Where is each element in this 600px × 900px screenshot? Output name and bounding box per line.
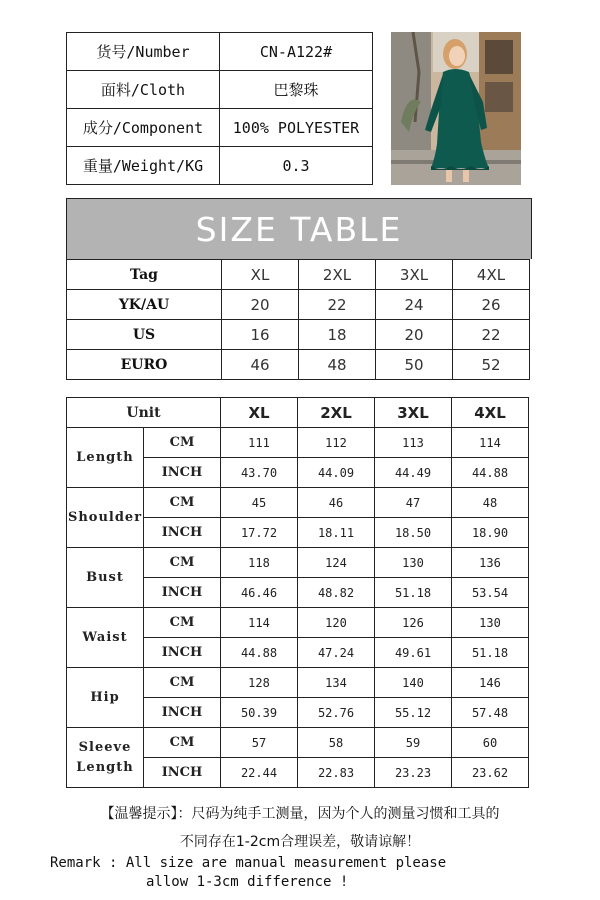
model-wearing-dress-image [391,32,521,185]
measurement-cell-cm: 48 [452,488,529,518]
product-info-table [66,32,373,185]
measurement-cell-cm: 130 [375,548,452,578]
measurement-cell-inch: 23.23 [375,758,452,788]
measurement-cell-inch: 44.09 [298,458,375,488]
measurement-cell-inch: 50.39 [221,698,298,728]
measurement-cell-inch: 49.61 [375,638,452,668]
unit-inch-label: INCH [144,518,221,548]
size-cell: 4XL [453,260,530,290]
measurement-cell-inch: 17.72 [221,518,298,548]
note-english-line-2: allow 1-3cm difference ! [146,874,349,890]
unit-inch-label: INCH [144,458,221,488]
measurement-cell-cm: 46 [298,488,375,518]
size-row-label: Tag [67,260,222,290]
measurement-cell-cm: 124 [298,548,375,578]
size-cell: 16 [222,320,299,350]
measurement-cell-cm: 111 [221,428,298,458]
measurement-cell-inch: 46.46 [221,578,298,608]
measurement-cell-inch: 18.11 [298,518,375,548]
info-row-weight [67,147,373,185]
size-cell: 3XL [376,260,453,290]
unit-cm-label: CM [144,668,221,698]
product-photo [391,32,521,185]
size-row-label: US [67,320,222,350]
measurement-cell-cm: 114 [221,608,298,638]
size-row-label: EURO [67,350,222,380]
size-table [66,259,530,380]
unit-inch-label: INCH [144,638,221,668]
cloth-label: 面料/Cloth [67,71,220,109]
measurement-cell-inch: 44.88 [221,638,298,668]
size-cell: 20 [376,320,453,350]
size-cell: 20 [222,290,299,320]
number-label: 货号/Number [67,33,220,71]
info-row-cloth [67,71,373,109]
size-cell: XL [222,260,299,290]
measurement-cell-inch: 48.82 [298,578,375,608]
measurement-cell-cm: 58 [298,728,375,758]
measurement-cell-cm: 57 [221,728,298,758]
unit-inch-label: INCH [144,698,221,728]
measurement-header-row [67,398,529,428]
measurement-cell-inch: 23.62 [452,758,529,788]
size-row-label: YK/AU [67,290,222,320]
measurement-body [67,428,529,788]
measurement-cell-cm: 45 [221,488,298,518]
measurement-cell-cm: 134 [298,668,375,698]
measurement-row-cm [67,548,529,578]
body-part-label: Waist [67,608,144,668]
measurement-cell-inch: 53.54 [452,578,529,608]
measurement-cell-cm: 146 [452,668,529,698]
measurement-cell-cm: 140 [375,668,452,698]
measurement-cell-inch: 22.83 [298,758,375,788]
measurement-cell-cm: 126 [375,608,452,638]
size-row-yk-au [67,290,530,320]
measurement-cell-cm: 120 [298,608,375,638]
measurement-cell-inch: 57.48 [452,698,529,728]
weight-value: 0.3 [220,147,373,185]
measurement-cell-inch: 18.90 [452,518,529,548]
size-cell: 2XL [299,260,376,290]
size-cell: 22 [299,290,376,320]
measurement-cell-cm: 130 [452,608,529,638]
measurement-cell-cm: 113 [375,428,452,458]
measurement-row-cm [67,608,529,638]
size-header: XL [221,398,298,428]
size-cell: 18 [299,320,376,350]
size-row-tag [67,260,530,290]
info-row-number [67,33,373,71]
measurement-row-cm [67,668,529,698]
component-value: 100% POLYESTER [220,109,373,147]
number-value: CN-A122# [220,33,373,71]
note-chinese-line-1: 【温馨提示】：尺码为纯手工测量，因为个人的测量习惯和工具的 [100,806,500,822]
size-header: 3XL [375,398,452,428]
unit-inch-label: INCH [144,578,221,608]
measurement-row-cm [67,428,529,458]
size-cell: 22 [453,320,530,350]
info-row-component [67,109,373,147]
body-part-label: Bust [67,548,144,608]
measurement-cell-inch: 18.50 [375,518,452,548]
measurement-cell-cm: 112 [298,428,375,458]
size-cell: 52 [453,350,530,380]
measurement-cell-inch: 22.44 [221,758,298,788]
unit-cm-label: CM [144,608,221,638]
size-header: 4XL [452,398,529,428]
body-part-label: Hip [67,668,144,728]
measurement-cell-inch: 44.49 [375,458,452,488]
component-label: 成分/Component [67,109,220,147]
unit-cm-label: CM [144,428,221,458]
measurement-cell-cm: 128 [221,668,298,698]
unit-cm-label: CM [144,728,221,758]
size-row-us [67,320,530,350]
measurement-row-cm [67,728,529,758]
unit-cm-label: CM [144,548,221,578]
body-part-label: Length [67,428,144,488]
measurement-cell-cm: 47 [375,488,452,518]
unit-inch-label: INCH [144,758,221,788]
unit-header: Unit [67,398,221,428]
note-english-line-1: Remark : All size are manual measurement please [50,855,447,871]
body-part-label: Sleeve Length [67,728,144,788]
size-cell: 46 [222,350,299,380]
measurement-cell-inch: 51.18 [452,638,529,668]
note-chinese-line-2: 不同存在1-2cm合理误差，敬请谅解！ [179,834,421,850]
size-cell: 50 [376,350,453,380]
measurement-cell-inch: 43.70 [221,458,298,488]
body-part-label: Shoulder [67,488,144,548]
measurement-cell-cm: 118 [221,548,298,578]
measurement-cell-inch: 52.76 [298,698,375,728]
unit-cm-label: CM [144,488,221,518]
size-cell: 26 [453,290,530,320]
measurement-row-cm [67,488,529,518]
cloth-value: 巴黎珠 [220,71,373,109]
size-row-euro [67,350,530,380]
measurement-cell-inch: 51.18 [375,578,452,608]
size-header: 2XL [298,398,375,428]
measurement-cell-cm: 136 [452,548,529,578]
measurement-cell-cm: 59 [375,728,452,758]
measurement-table [66,397,529,788]
weight-label: 重量/Weight/KG [67,147,220,185]
size-table-title: SIZE TABLE [66,198,532,259]
measurement-cell-cm: 114 [452,428,529,458]
measurement-cell-inch: 55.12 [375,698,452,728]
size-cell: 24 [376,290,453,320]
measurement-cell-inch: 44.88 [452,458,529,488]
measurement-cell-cm: 60 [452,728,529,758]
measurement-cell-inch: 47.24 [298,638,375,668]
size-cell: 48 [299,350,376,380]
